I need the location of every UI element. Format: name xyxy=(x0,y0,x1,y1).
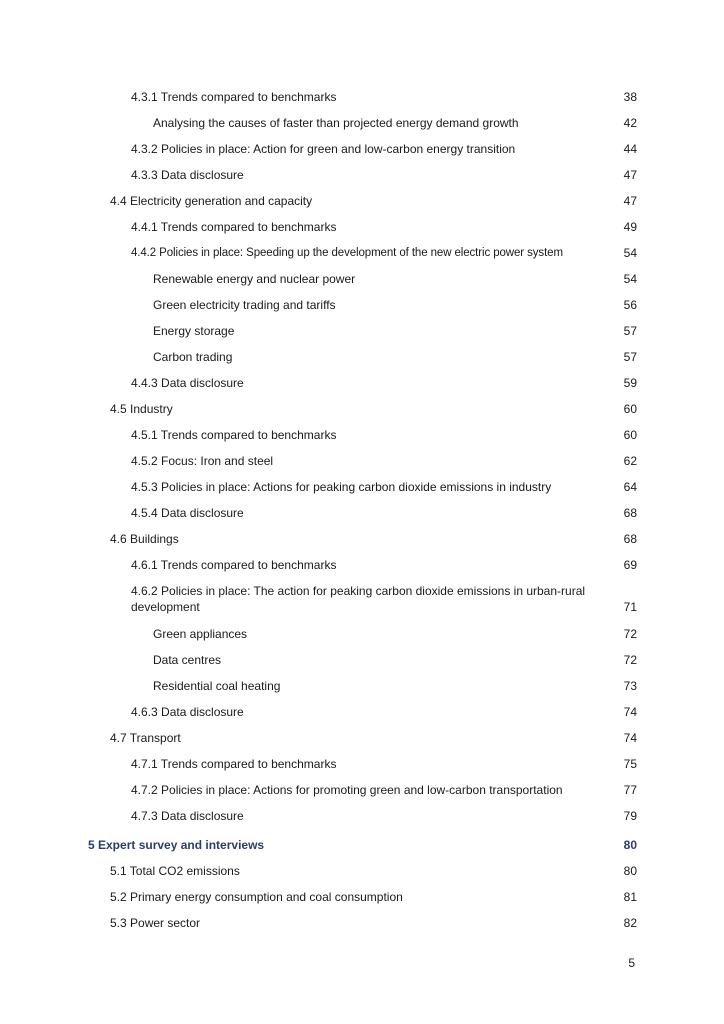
toc-entry-page: 75 xyxy=(623,757,637,771)
toc-entry-page: 42 xyxy=(623,116,637,130)
toc-entry-page: 72 xyxy=(623,627,637,641)
toc-entry-title: 4.3.1 Trends compared to benchmarks xyxy=(131,90,337,104)
toc-entry-page: 71 xyxy=(623,600,637,614)
toc-entry-4-5-2[interactable] xyxy=(131,453,637,469)
toc-entry-title: 4.7.3 Data disclosure xyxy=(131,809,244,823)
toc-entry-4-6[interactable] xyxy=(110,531,637,547)
toc-entry-page: 47 xyxy=(623,168,637,182)
toc-entry-5[interactable] xyxy=(88,837,637,853)
toc-entry-page: 73 xyxy=(623,679,637,693)
toc-entry-page: 80 xyxy=(623,864,637,878)
toc-entry-title: 5.1 Total CO2 emissions xyxy=(110,864,240,878)
toc-entry-4-4-1[interactable] xyxy=(131,219,637,235)
toc-entry-title: 4.6 Buildings xyxy=(110,532,179,546)
toc-entry-4-5-3[interactable] xyxy=(131,479,637,495)
toc-entry-green-appliances[interactable] xyxy=(153,626,637,642)
toc-entry-page: 60 xyxy=(623,402,637,416)
toc-entry-page: 81 xyxy=(623,890,637,904)
toc-entry-title: 4.4.3 Data disclosure xyxy=(131,376,244,390)
toc-entry-page: 57 xyxy=(623,350,637,364)
toc-entry-title: 4.6.1 Trends compared to benchmarks xyxy=(131,558,337,572)
toc-entry-title: Green appliances xyxy=(153,627,248,641)
toc-entry-page: 69 xyxy=(623,558,637,572)
toc-entry-title: 5 Expert survey and interviews xyxy=(88,838,265,852)
toc-entry-title: 4.5 Industry xyxy=(110,402,173,416)
toc-entry-4-5-4[interactable] xyxy=(131,505,637,521)
toc-entry-title: 4.3.2 Policies in place: Action for green and low-carbon energy transition xyxy=(131,142,516,156)
toc-entry-page: 44 xyxy=(623,142,637,156)
toc-entry-4-3-2[interactable] xyxy=(131,141,637,157)
toc-entry-4-3-3[interactable] xyxy=(131,167,637,183)
toc-entry-5-1[interactable] xyxy=(110,863,637,879)
toc-entry-4-3-1[interactable] xyxy=(131,89,637,105)
toc-entry-residential-coal[interactable] xyxy=(153,678,637,694)
toc-entry-title: 4.4.1 Trends compared to benchmarks xyxy=(131,220,337,234)
toc-entry-page: 56 xyxy=(623,298,637,312)
toc-entry-page: 82 xyxy=(623,916,637,930)
toc-entry-renewable-nuclear[interactable] xyxy=(153,271,637,287)
toc-entry-title: Renewable energy and nuclear power xyxy=(153,272,356,286)
toc-entry-title: 4.5.4 Data disclosure xyxy=(131,506,244,520)
toc-entry-4-7[interactable] xyxy=(110,730,637,746)
page-number: 5 xyxy=(628,956,635,970)
toc-entry-4-7-2[interactable] xyxy=(131,782,637,798)
toc-entry-analysing-causes[interactable] xyxy=(153,115,637,131)
toc-entry-page: 62 xyxy=(623,454,637,468)
toc-entry-4-4-3[interactable] xyxy=(131,375,637,391)
toc-entry-page: 80 xyxy=(623,838,637,852)
toc-entry-page: 68 xyxy=(623,506,637,520)
toc-entry-page: 60 xyxy=(623,428,637,442)
toc-entry-title: Energy storage xyxy=(153,324,235,338)
toc-entry-4-5[interactable] xyxy=(110,401,637,417)
toc-entry-page: 72 xyxy=(623,653,637,667)
toc-entry-green-electricity[interactable] xyxy=(153,297,637,313)
toc-entry-title: Data centres xyxy=(153,653,222,667)
toc-entry-4-5-1[interactable] xyxy=(131,427,637,443)
toc-entry-4-6-3[interactable] xyxy=(131,704,637,720)
toc-entry-title: 4.5.3 Policies in place: Actions for peaking carbon dioxide emissions in industry xyxy=(131,480,552,494)
toc-entry-data-centres[interactable] xyxy=(153,652,637,668)
toc-entry-title: Residential coal heating xyxy=(153,679,281,693)
toc-entry-page: 54 xyxy=(623,246,637,260)
toc-entry-4-7-1[interactable] xyxy=(131,756,637,772)
toc-entry-title: 4.5.2 Focus: Iron and steel xyxy=(131,454,274,468)
toc-entry-title: 4.4.2 Policies in place: Speeding up the development of the new electric power system xyxy=(131,247,563,259)
toc-entry-title: 4.4 Electricity generation and capacity xyxy=(110,194,313,208)
toc-entry-4-7-3[interactable] xyxy=(131,808,637,824)
toc-entry-page: 49 xyxy=(623,220,637,234)
toc-entry-title: 4.5.1 Trends compared to benchmarks xyxy=(131,428,337,442)
toc-entry-page: 74 xyxy=(623,731,637,745)
toc-entry-title: 4.7.1 Trends compared to benchmarks xyxy=(131,757,337,771)
toc-entry-page: 47 xyxy=(623,194,637,208)
toc-entry-carbon-trading[interactable] xyxy=(153,349,637,365)
toc-entry-title: 4.7 Transport xyxy=(110,731,181,745)
toc-entry-page: 54 xyxy=(623,272,637,286)
toc-entry-title: 4.7.2 Policies in place: Actions for promoting green and low-carbon transportation xyxy=(131,783,563,797)
toc-entry-page: 38 xyxy=(623,90,637,104)
toc-entry-title: 4.6.3 Data disclosure xyxy=(131,705,244,719)
toc-entry-title: 5.3 Power sector xyxy=(110,916,201,930)
toc-entry-4-4-2[interactable] xyxy=(131,245,637,261)
toc-entry-title: Green electricity trading and tariffs xyxy=(153,298,336,312)
toc-entry-4-6-2[interactable] xyxy=(131,583,637,615)
toc-entry-page: 68 xyxy=(623,532,637,546)
toc-entry-title: 4.6.2 Policies in place: The action for peaking carbon dioxide emissions in urban-rural development xyxy=(131,584,586,614)
toc-entry-page: 64 xyxy=(623,480,637,494)
toc-entry-energy-storage[interactable] xyxy=(153,323,637,339)
toc-entry-page: 74 xyxy=(623,705,637,719)
toc-entry-page: 59 xyxy=(623,376,637,390)
toc-entry-4-4[interactable] xyxy=(110,193,637,209)
toc-entry-title: 4.3.3 Data disclosure xyxy=(131,168,244,182)
toc-entry-title: Carbon trading xyxy=(153,350,233,364)
toc-entry-page: 79 xyxy=(623,809,637,823)
toc-entry-title: 5.2 Primary energy consumption and coal consumption xyxy=(110,890,403,904)
toc-entry-title: Analysing the causes of faster than projected energy demand growth xyxy=(153,116,519,130)
toc-entry-5-2[interactable] xyxy=(110,889,637,905)
toc-entry-page: 57 xyxy=(623,324,637,338)
toc-entry-page: 77 xyxy=(623,783,637,797)
toc-entry-5-3[interactable] xyxy=(110,915,637,931)
toc-entry-4-6-1[interactable] xyxy=(131,557,637,573)
